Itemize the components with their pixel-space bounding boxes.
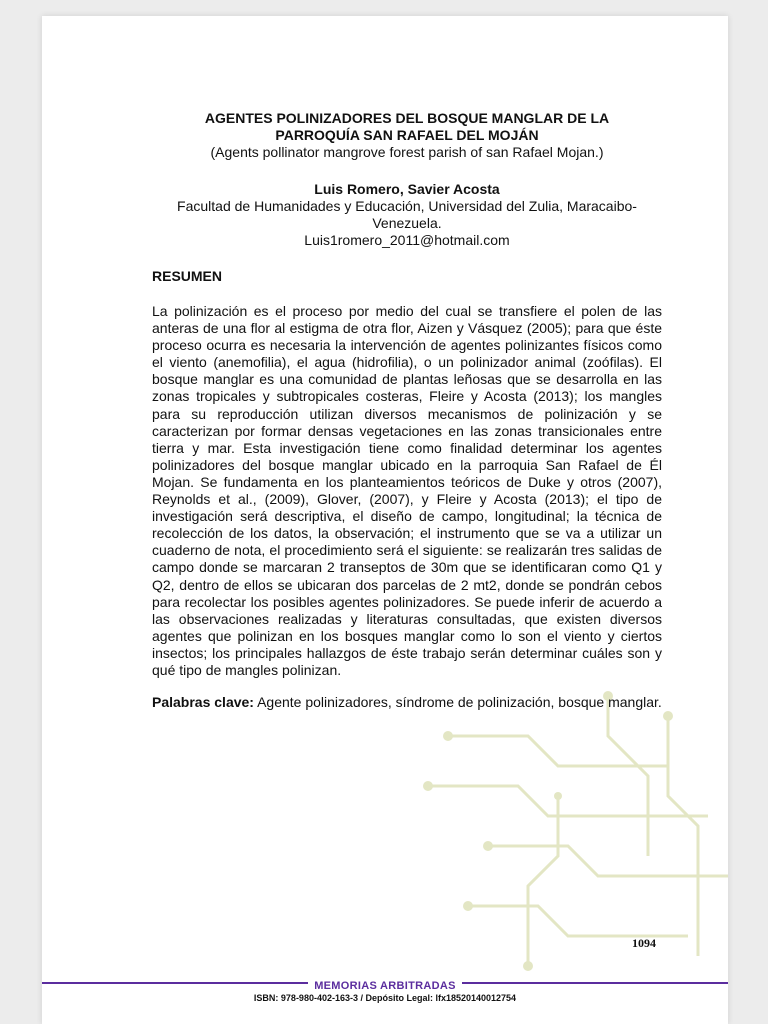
paper-body [152, 110, 662, 716]
paper-subtitle: (Agents pollinator mangrove forest parish of san Rafael Mojan.) [210, 144, 604, 160]
abstract-text: La polinización es el proceso por medio del cual se transfiere el polen de las anteras de una flor al estigma de otra flor, Aizen y Vásquez (2005); para que éste proceso ocurra es necesaria la intervención de agentes polinizantes físicos como el viento (anemofilia), el agua (hidrofilia), o un polinizador animal (zoófilas). El bosque manglar es una comunidad de plantas leñosas que se desarrolla en las zonas tropicales y subtropicales costeras, Fleire y Acosta (2013); los mangles para su reproducción utilizan diversos mecanismos de polinización y se caracterizan por formar densas vegetaciones en las zonas transicionales entre tierra y mar. Esta investigación tiene como finalidad determinar los agentes polinizadores del bosque manglar ubicado en la parroquia San Rafael de Él Mojan. Se fundamenta en los planteamientos teóricos de Duke y otros (2007), Reynolds et al., (2009), Glover, (2007), y Fleire y Acosta (2013); el tipo de investigación será descriptiva, el diseño de campo, longitudinal; la técnica de recolección de los datos, la observación; el instrumento que se va a utilizar un cuaderno de nota, el procedimiento será el siguiente: se realizarán tres salidas de campo donde se marcaran 2 transeptos de 30m que se identificaran como Q1 y Q2, dentro de ellos se ubicaran dos parcelas de 2 mt2, donde se pondrán cebos para recolectar los posibles agentes polinizadores. Se puede inferir de acuerdo a las observaciones realizadas y literaturas consultadas, que existen diversos agentes que polinizan en los bosques manglar como lo son el viento y ciertos insectos; los principales hallazgos de éste trabajo serán determinar cuáles son y qué tipo de mangles polinizan. [152, 303, 662, 678]
circuit-watermark [408, 676, 728, 976]
footer-brand [42, 976, 728, 994]
paper-authors: Luis Romero, Savier Acosta [314, 181, 500, 197]
title-line-1: AGENTES POLINIZADORES DEL BOSQUE MANGLAR DE LA [204, 110, 610, 126]
title-line-2: PARROQUÍA SAN RAFAEL DEL MOJÁN [275, 127, 539, 143]
document-page [42, 16, 728, 1024]
author-email: Luis1romero_2011@hotmail.com [304, 232, 510, 248]
paper-title [152, 110, 662, 144]
affiliation-line-2: Venezuela. [372, 215, 442, 231]
affiliation-line-1: Facultad de Humanidades y Educación, Universidad del Zulia, Maracaibo- [177, 198, 637, 214]
footer-isbn: ISBN: 978-980-402-163-3 / Depósito Legal: lfx18520140012754 [253, 993, 517, 1003]
abstract-heading: RESUMEN [152, 268, 223, 284]
paper-affiliation [152, 198, 662, 232]
keywords-label: Palabras clave: [152, 694, 254, 711]
page-number: 1094 [632, 936, 656, 950]
keywords [152, 688, 662, 716]
footer-brand-text: MEMORIAS ARBITRADAS [308, 980, 462, 992]
keywords-text: Agente polinizadores, síndrome de polinización, bosque manglar. [257, 694, 662, 711]
